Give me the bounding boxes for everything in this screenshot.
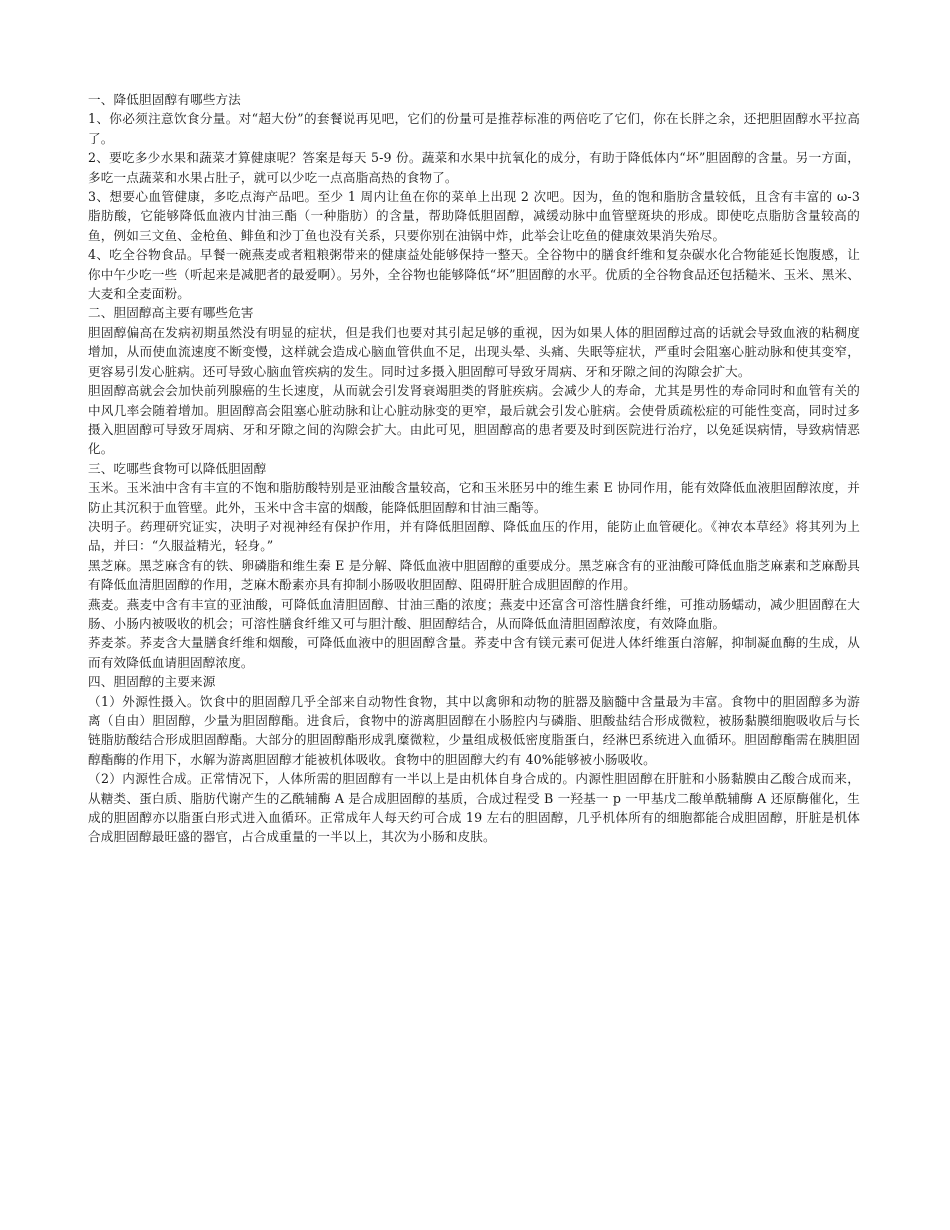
- paragraph: 决明子。药理研究证实，决明子对视神经有保护作用，并有降低胆固醇、降低血压的作用，能防止血管硬化。《神农本草经》将其列为上品，并曰：“久服益精光，轻身。”: [88, 518, 860, 554]
- paragraph: 荞麦茶。荞麦含大量膳食纤维和烟酸，可降低血液中的胆固醇含量。荞麦中含有镁元素可促进人体纤维蛋白溶解，抑制凝血酶的生成，从而有效降低血请胆固醇浓度。: [88, 635, 860, 670]
- paragraph: 2、要吃多少水果和蔬菜才算健康呢？答案是每天 5-9 份。蔬菜和水果中抗氧化的成分，有助于降低体内“坏”胆固醇的含量。另一方面，多吃一点蔬菜和水果占肚子，就可以少吃一点高脂高热的食物了。: [88, 150, 860, 185]
- paragraph: 胆固醇高就会会加快前列腺癌的生长速度，从而就会引发肾衰竭胆类的肾脏疾病。会减少人的寿命，尤其是男性的寿命同时和血管有关的中风几率会随着增加。胆固醇高会阻塞心脏动脉和让心脏动脉变的更窄，最后就会引发心脏病。会使骨质疏松症的可能性变高，同时过多摄入胆固醇可导致牙周病、牙和牙隙之间的沟隙会扩大。由此可见，胆固醇高的患者要及时到医院进行治疗，以免延误病情，导致病情恶化。: [88, 383, 860, 457]
- section-heading: 三、吃哪些食物可以降低胆固醇: [88, 460, 267, 476]
- section-foods: [88, 459, 860, 672]
- section-methods: [88, 90, 860, 303]
- paragraph: 4、吃全谷物食品。早餐一碗燕麦或者粗粮粥带来的健康益处能够保持一整天。全谷物中的膳食纤维和复杂碳水化合物能延长饱腹感，让你中午少吃一些（听起来是减肥者的最爱啊）。另外，全谷物也能够降低“坏”胆固醇的水平。优质的全谷物食品还包括糙米、玉米、黑米、大麦和全麦面粉。: [88, 247, 860, 302]
- paragraph: 1、你必须注意饮食分量。对“超大份”的套餐说再见吧，它们的份量可是推荐标准的两倍吃了它们，你在长胖之余，还把胆固醇水平拉高了。: [88, 111, 860, 146]
- paragraph: （2）内源性合成。正常情况下，人体所需的胆固醇有一半以上是由机体自身合成的。内源性胆固醇在肝脏和小肠黏膜由乙酸合成而来，从糖类、蛋白质、脂肪代谢产生的乙酰辅酶 A 是合成胆固醇的基质，合成过程受 B 一羟基一 p 一甲基戊二酸单酰辅酶 A 还原酶催化，生成的胆固醇亦以脂蛋白形式进入血循环。正常成年人每天约可合成 19 左右的胆固醇，几乎机体所有的细胞都能合成胆固醇，肝脏是机体合成胆固醇最旺盛的器官，占合成重量的一半以上，其次为小肠和皮肤。: [88, 771, 860, 845]
- paragraph: 3、想要心血管健康，多吃点海产品吧。至少 1 周内让鱼在你的菜单上出现 2 次吧。因为，鱼的饱和脂肪含量较低，且含有丰富的 ω-3 脂肪酸，它能够降低血液内甘油三酯（一种脂肪）的含量，帮助降低胆固醇，减缓动脉中血管壁斑块的形成。即使吃点脂肪含量较高的鱼，例如三文鱼、金枪鱼、鲱鱼和沙丁鱼也没有关系，只要你别在油锅中炸，此举会让吃鱼的健康效果消失殆尽。: [88, 189, 860, 243]
- paragraph: （1）外源性摄入。饮食中的胆固醇几乎全部来自动物性食物，其中以禽卵和动物的脏器及脑髓中含量最为丰富。食物中的胆固醇多为游离（自由）胆固醇，少量为胆固醇酯。进食后，食物中的游离胆固醇在小肠腔内与磷脂、胆酸盐结合形成微粒，被肠黏膜细胞吸收后与长链脂肪酸结合形成胆固醇酯。大部分的胆固醇酯形成乳糜微粒，少量组成极低密度脂蛋白，经淋巴系统进入血循环。胆固醇酯需在胰胆固醇酯酶的作用下，水解为游离胆固醇才能被机体吸收。食物中的胆固醇大约有 40%能够被小肠吸收。: [88, 693, 860, 767]
- paragraph: 黑芝麻。黑芝麻含有的铁、卵磷脂和维生秦 E 是分解、降低血液中胆固醇的重要成分。黑芝麻含有的亚油酸可降低血脂芝麻素和芝麻酚具有降低血清胆固醇的作用，芝麻木酚素亦具有抑制小肠吸收胆固醇、阻碍肝脏合成胆固醇的作用。: [88, 557, 860, 593]
- section-heading: 一、降低胆固醇有哪些方法: [88, 92, 241, 107]
- section-heading: 二、胆固醇高主要有哪些危害: [88, 305, 254, 321]
- section-heading: 四、胆固醇的主要来源: [88, 674, 216, 690]
- document-body: [88, 90, 860, 847]
- paragraph: 燕麦。燕麦中含有丰宣的亚油酸，可降低血清胆固醇、甘油三酯的浓度；燕麦中还富含可溶性膳食纤维，可推动肠蠕动，减少胆固醇在大肠、小肠内被吸收的机会；可溶性膳食纤维又可与胆汁酸、胆固醇结合，从而降低血清胆固醇浓度，有效降血脂。: [88, 596, 860, 631]
- paragraph: 胆固醇偏高在发病初期虽然没有明显的症状，但是我们也要对其引起足够的重视，因为如果人体的胆固醇过高的话就会导致血液的粘稠度增加，从而使血流速度不断变慢，这样就会造成心脑血管供血不足，出现头晕、头痛、失眠等症状，严重时会阻塞心脏动脉和使其变窄，更容易引发心脏病。还可导致心脑血管疾病的发生。同时过多摄入胆固醇可导致牙周病、牙和牙隙之间的沟隙会扩大。: [88, 324, 860, 379]
- section-sources: [88, 672, 860, 847]
- section-harms: [88, 303, 860, 458]
- paragraph: 玉米。玉米油中含有丰宣的不饱和脂肪酸特别是亚油酸含量较高，它和玉米胚另中的维生素 E 协同作用，能有效降低血液胆固醇浓度，并防止其沉积于血管壁。此外，玉米中含丰富的烟酸，能降低胆固醇和甘油三酯等。: [88, 480, 860, 515]
